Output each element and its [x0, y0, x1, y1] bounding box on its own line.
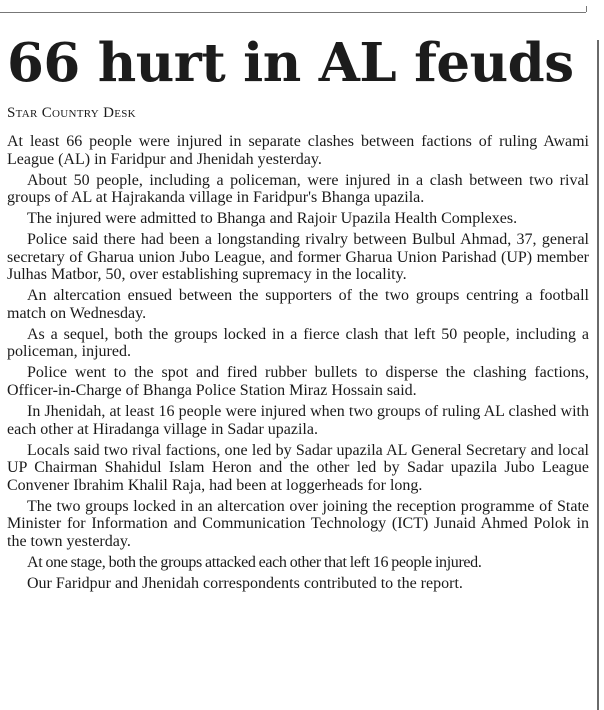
- body-paragraph: An altercation ensued between the supporters of the two groups centring a football match on Wednesday.: [7, 287, 589, 322]
- body-paragraph: Our Faridpur and Jhenidah correspondents contributed to the report.: [27, 574, 463, 592]
- body-paragraph: The two groups locked in an altercation over joining the reception programme of State Minister for Information and Communication Technology (ICT) Junaid Ahmed Polok in the town yesterday.: [7, 497, 589, 550]
- body-paragraph: At least 66 people were injured in separate clashes between factions of ruling Awami League (AL) in Faridpur and Jhenidah yesterday.: [7, 133, 589, 168]
- body-paragraph: In Jhenidah, at least 16 people were injured when two groups of ruling AL clashed with each other at Hiradanga village in Sadar upazila.: [7, 403, 589, 438]
- body-paragraph: The injured were admitted to Bhanga and Rajoir Upazila Health Complexes.: [27, 210, 518, 228]
- article-body: [7, 133, 589, 593]
- body-paragraph: As a sequel, both the groups locked in a fierce clash that left 50 people, including a policeman, injured.: [7, 325, 589, 361]
- article-headline: 66 hurt in AL feuds: [7, 32, 574, 94]
- article-byline: Star Country Desk: [7, 105, 136, 121]
- body-paragraph: Police said there had been a longstanding rivalry between Bulbul Ahmad, 37, general secretary of Gharua union Jubo League, and former Gharua Union Parishad (UP) member Julhas Matbor, 50, over establishing supremacy in the locality.: [7, 231, 589, 284]
- body-paragraph: Locals said two rival factions, one led by Sadar upazila AL General Secretary and local UP Chairman Shahidul Islam Heron and the other led by Sadar upazila Jubo League Convener Ibrahim Khalil Raja, had been at loggerheads for long.: [7, 441, 589, 494]
- top-border-rule: [0, 12, 586, 13]
- column-divider-rule: [597, 40, 599, 710]
- body-paragraph: At one stage, both the groups attacked each other that left 16 people injured.: [27, 553, 482, 571]
- body-paragraph: Police went to the spot and fired rubber bullets to disperse the clashing factions, Officer-in-Charge of Bhanga Police Station Miraz Hossain said.: [7, 364, 589, 400]
- top-corner-rule: [586, 6, 593, 12]
- news-article: [7, 24, 589, 596]
- body-paragraph: About 50 people, including a policeman, were injured in a clash between two rival groups of AL at Hajrakanda village in Faridpur's Bhanga upazila.: [7, 171, 589, 207]
